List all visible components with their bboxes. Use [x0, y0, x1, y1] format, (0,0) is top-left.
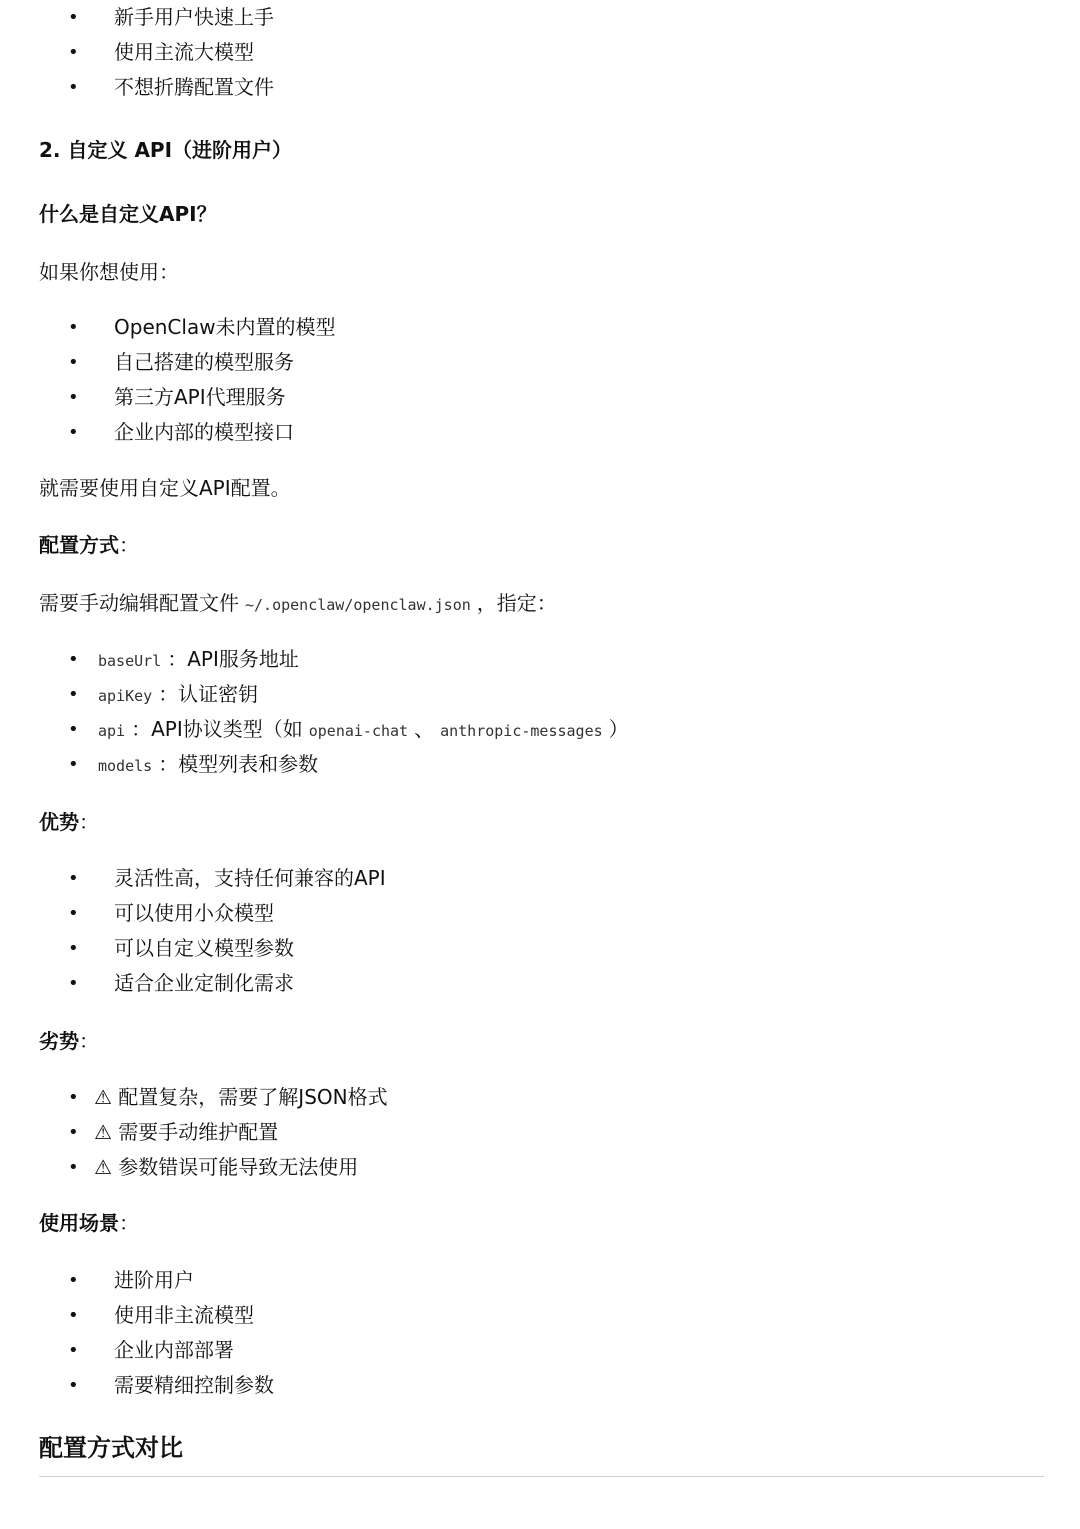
bullet: • [68, 1340, 79, 1361]
field-code: apiKey [98, 687, 153, 705]
cons-heading [39, 1026, 99, 1056]
top-list [0, 0, 1040, 105]
list-item-text: 企业内部部署 [114, 1338, 234, 1362]
bullet: • [68, 422, 79, 443]
scenes-label: 使用场景 [39, 1211, 119, 1235]
list-item-text: 不想折腾配置文件 [114, 75, 274, 99]
field-desc: ：模型列表和参数 [158, 752, 319, 776]
list-item-text: 企业内部的模型接口 [114, 420, 294, 444]
if-use-text: 如果你想使用： [39, 260, 179, 284]
list-item-text: 配置复杂，需要了解JSON格式 [118, 1085, 388, 1109]
list-item [0, 35, 1040, 70]
scenes-heading [39, 1208, 139, 1238]
list-item [0, 310, 1040, 345]
list-item-text: 使用主流大模型 [114, 40, 254, 64]
list-item-text: 自己搭建的模型服务 [114, 350, 294, 374]
list-item [0, 1298, 1040, 1333]
edit-text: 需要手动编辑配置文件 [39, 591, 239, 615]
config-path: ~/.openclaw/openclaw.json [245, 596, 471, 614]
bullet: • [68, 387, 79, 408]
list-item [0, 415, 1040, 450]
pros-label: 优势 [39, 810, 79, 834]
need-text: 就需要使用自定义API配置。 [39, 476, 291, 500]
list-item-text: OpenClaw未内置的模型 [114, 315, 336, 339]
list-item-text: 进阶用户 [114, 1268, 194, 1292]
list-item [0, 1115, 1040, 1150]
list-item [0, 1333, 1040, 1368]
field-code: models [98, 757, 153, 775]
field-code: baseUrl [98, 652, 162, 670]
colon: ： [79, 810, 99, 834]
bullet: • [68, 649, 79, 670]
list-item [0, 0, 1040, 35]
field-item [0, 747, 1040, 782]
field-desc: ：API服务地址 [167, 647, 299, 671]
list-item [0, 70, 1040, 105]
bullet: • [68, 1122, 79, 1143]
bullet: • [68, 7, 79, 28]
bullet: • [68, 938, 79, 959]
warning-icon: ⚠ [94, 1085, 112, 1109]
bullet: • [68, 1157, 79, 1178]
field-code-example: openai-chat [308, 722, 409, 740]
list-item [0, 1080, 1040, 1115]
list-item-text: 使用非主流模型 [114, 1303, 254, 1327]
scenes-list [0, 1263, 1040, 1403]
list-item [0, 1150, 1040, 1185]
bullet: • [68, 903, 79, 924]
colon: ： [79, 1029, 99, 1053]
list-item [0, 1263, 1040, 1298]
field-code-example: anthropic-messages [440, 722, 603, 740]
list-item [0, 931, 1040, 966]
bullet: • [68, 77, 79, 98]
bullet: • [68, 1305, 79, 1326]
bullet: • [68, 317, 79, 338]
list-item-text: 需要精细控制参数 [114, 1373, 274, 1397]
pros-list [0, 861, 1040, 1001]
use-list [0, 310, 1040, 450]
list-item-text: 参数错误可能导致无法使用 [118, 1155, 359, 1179]
bullet: • [68, 868, 79, 889]
config-label: 配置方式 [39, 533, 119, 557]
bullet: • [68, 719, 79, 740]
list-item-text: 可以使用小众模型 [114, 901, 274, 925]
separator: 、 [414, 717, 435, 741]
list-item [0, 966, 1040, 1001]
list-item [0, 1368, 1040, 1403]
field-item [0, 712, 1040, 747]
list-item-text: 新手用户快速上手 [114, 5, 274, 29]
list-item-text: 可以自定义模型参数 [114, 936, 294, 960]
field-desc: ：认证密钥 [158, 682, 259, 706]
bullet: • [68, 684, 79, 705]
bullet: • [68, 1270, 79, 1291]
heading-divider [39, 1476, 1044, 1477]
bullet: • [68, 973, 79, 994]
compare-heading: 配置方式对比 [39, 1434, 183, 1462]
list-item-text: 第三方API代理服务 [114, 385, 286, 409]
section2-heading: 2. 自定义 API（进阶用户） [39, 138, 293, 162]
bullet: • [68, 42, 79, 63]
field-item [0, 642, 1040, 677]
list-item [0, 896, 1040, 931]
list-item-text: 适合企业定制化需求 [114, 971, 294, 995]
bullet: • [68, 754, 79, 775]
what-heading: 什么是自定义API？ [39, 202, 217, 226]
field-item [0, 677, 1040, 712]
close-paren: ） [608, 717, 629, 741]
cons-label: 劣势 [39, 1029, 79, 1053]
colon: ： [119, 533, 139, 557]
edit-text-after: ，指定： [476, 591, 557, 615]
list-item [0, 861, 1040, 896]
fields-list [0, 642, 1040, 782]
list-item-text: 需要手动维护配置 [118, 1120, 279, 1144]
pros-heading [39, 807, 99, 837]
warning-icon: ⚠ [94, 1155, 112, 1179]
field-code: api [98, 722, 126, 740]
list-item [0, 380, 1040, 415]
config-heading [39, 530, 139, 560]
bullet: • [68, 1375, 79, 1396]
warning-icon: ⚠ [94, 1120, 112, 1144]
edit-instruction [39, 588, 557, 620]
list-item [0, 345, 1040, 380]
field-desc: ：API协议类型（如 [131, 717, 303, 741]
bullet: • [68, 352, 79, 373]
cons-list [0, 1080, 1040, 1185]
colon: ： [119, 1211, 139, 1235]
bullet: • [68, 1087, 79, 1108]
list-item-text: 灵活性高，支持任何兼容的API [114, 866, 386, 890]
